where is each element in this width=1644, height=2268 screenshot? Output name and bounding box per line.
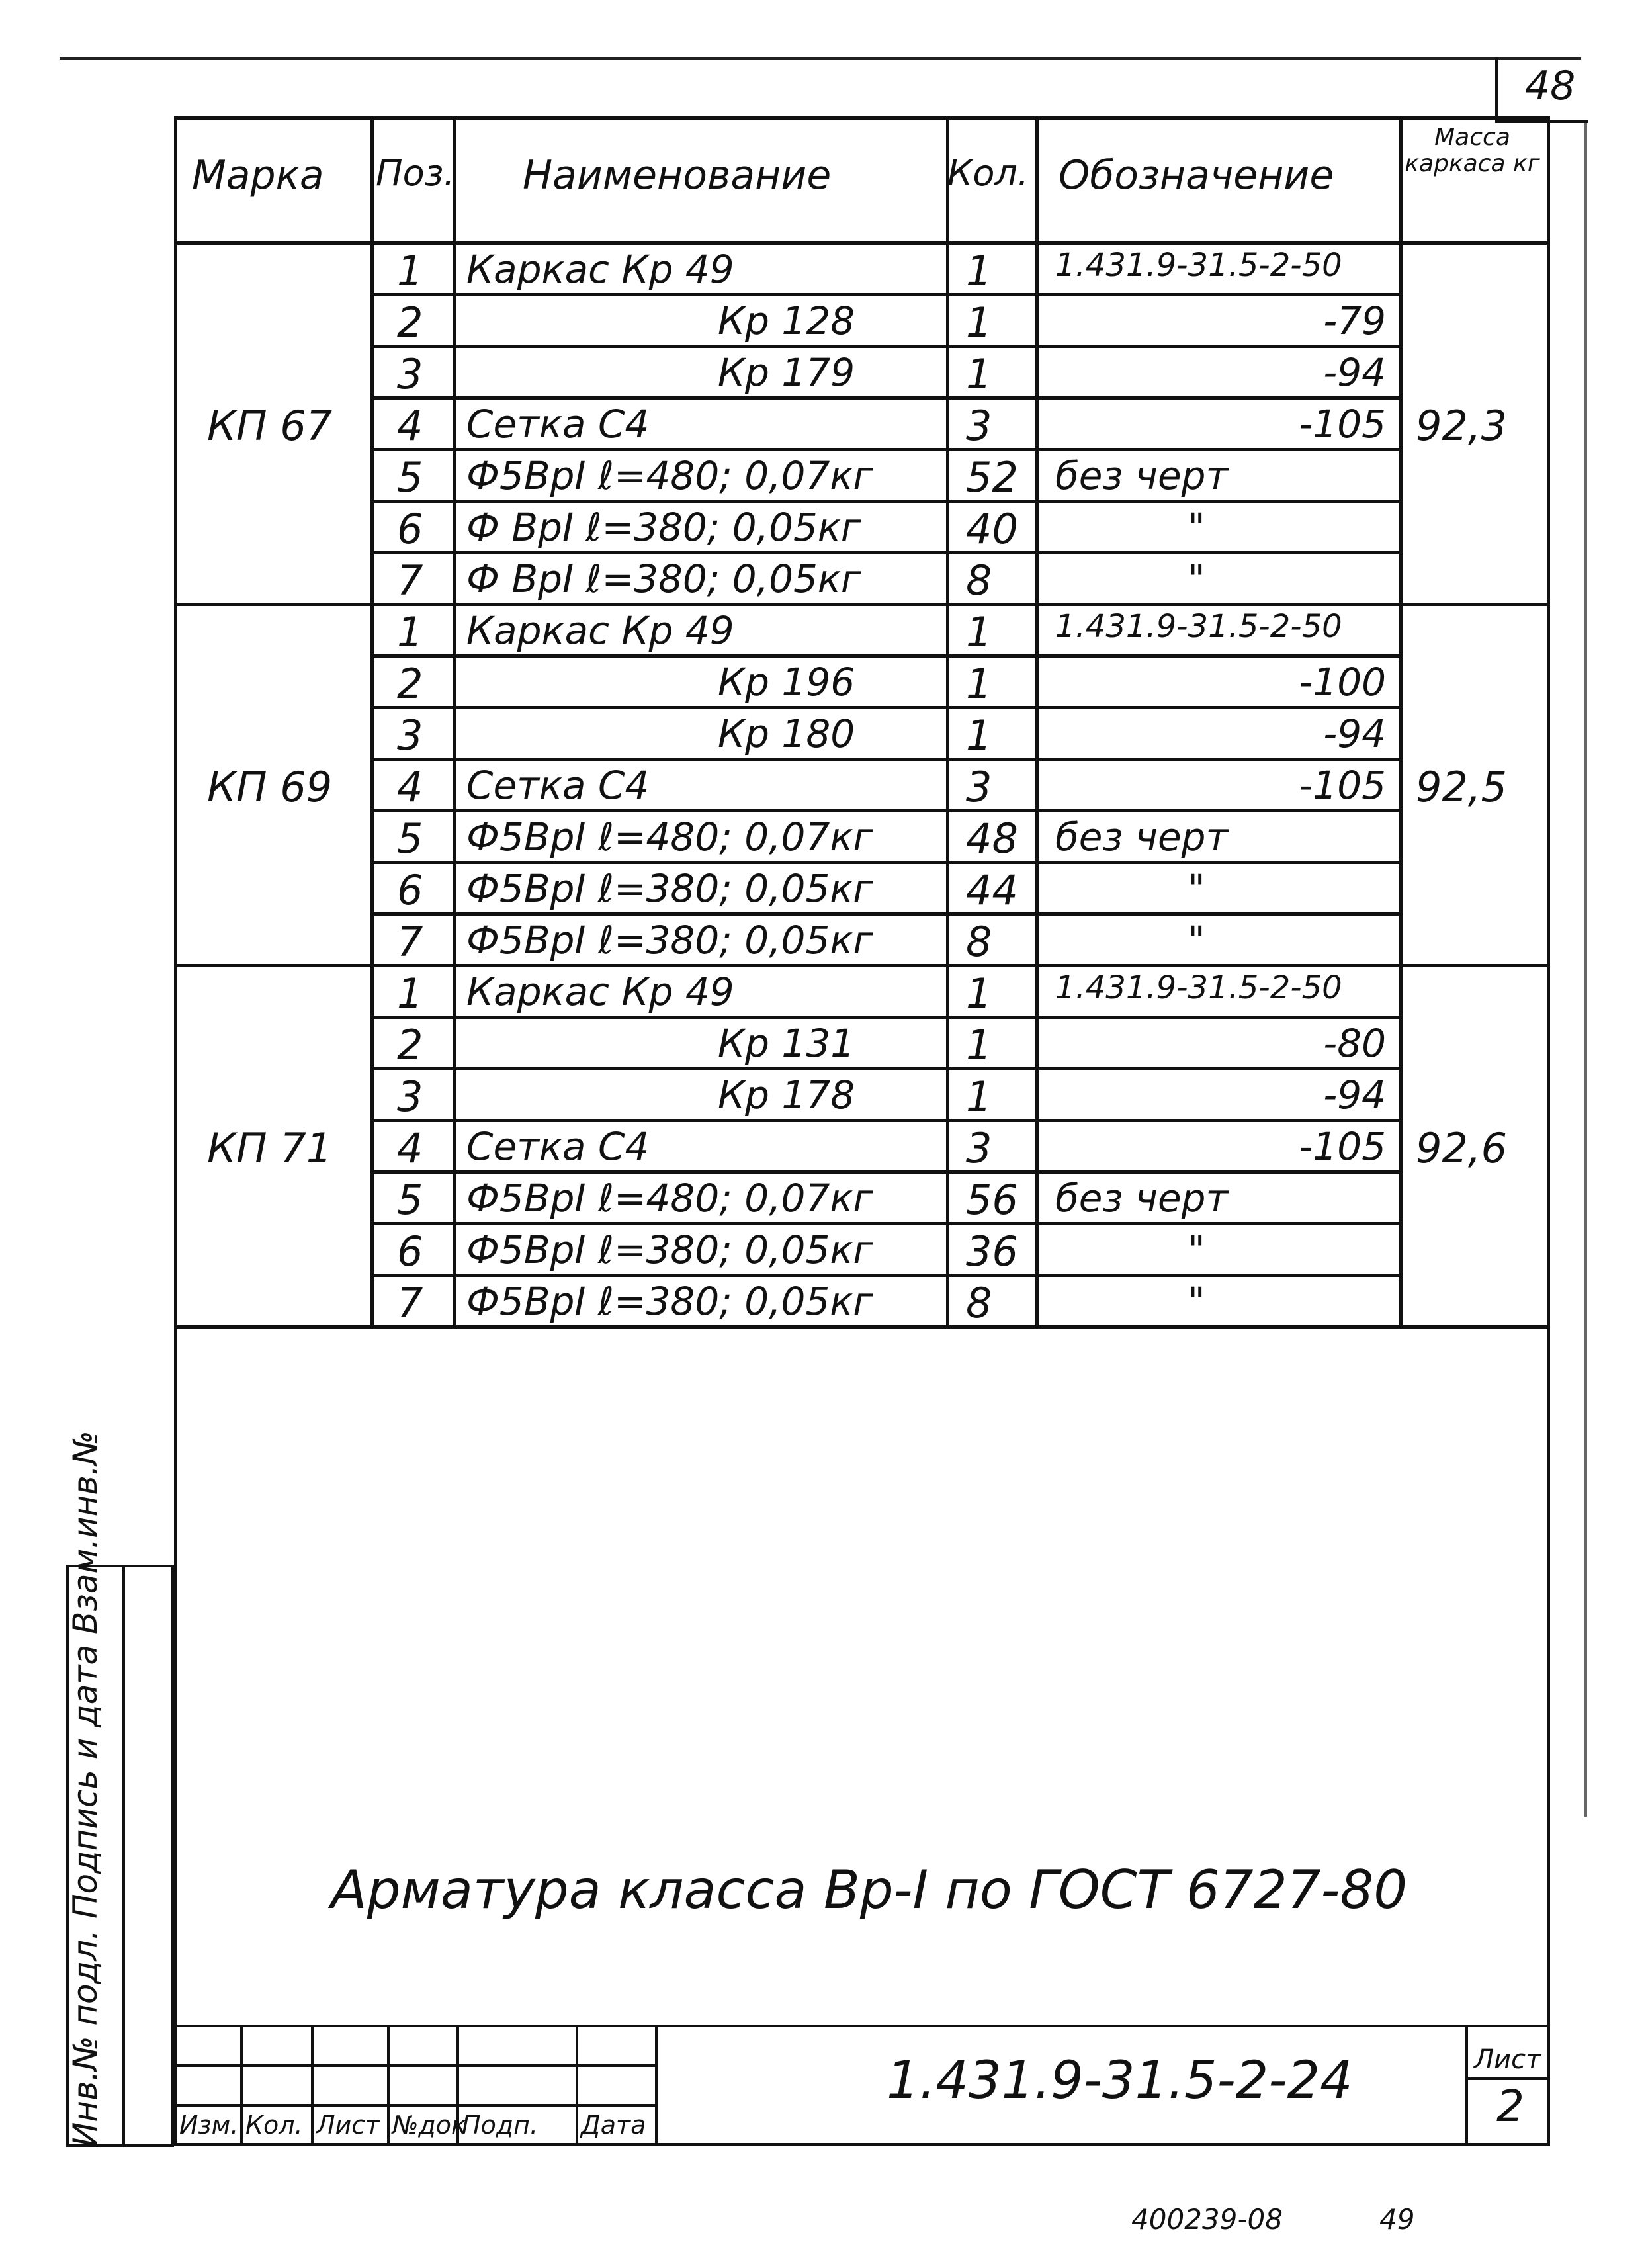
row-name: Кр 179: [718, 350, 855, 395]
title-block-col-line: [655, 2025, 658, 2146]
group-marka: КП 71: [207, 1124, 333, 1172]
row-name: Сетка С4: [466, 402, 650, 447]
grid-hline: [370, 396, 1399, 400]
grid-hline: [370, 1222, 1399, 1225]
row-name: Сетка С4: [466, 1124, 650, 1169]
grid-hline: [370, 1274, 1399, 1277]
row-poz: 2: [397, 660, 423, 708]
row-poz: 5: [397, 453, 423, 502]
row-designation: без черт: [1055, 814, 1229, 859]
row-designation: ": [1188, 1279, 1205, 1324]
row-designation: -105: [1299, 402, 1386, 447]
row-poz: 2: [397, 298, 423, 347]
header-poz: Поз.: [376, 152, 455, 194]
row-designation: 1.431.9-31.5-2-50: [1055, 247, 1342, 284]
title-block-row-line: [174, 2104, 655, 2107]
row-qty: 1: [966, 1072, 992, 1121]
row-name: Ф ВрI ℓ=380; 0,05кг: [466, 556, 861, 601]
row-poz: 3: [397, 1072, 423, 1121]
row-qty: 44: [966, 866, 1018, 914]
grid-hline: [370, 809, 1399, 812]
row-qty: 3: [966, 1124, 992, 1172]
group-mass: 92,6: [1416, 1124, 1508, 1172]
grid-hline: [370, 345, 1399, 348]
row-qty: 1: [966, 608, 992, 656]
grid-hline: [370, 500, 1399, 503]
row-poz: 3: [397, 350, 423, 398]
grid-hline: [370, 1016, 1399, 1019]
title-block-column-label: Лист: [316, 2111, 380, 2140]
title-block-col-line: [576, 2025, 578, 2146]
grid-hline: [370, 912, 1399, 916]
footer-page: 49: [1379, 2203, 1415, 2236]
title-block-sheet-line: [1465, 2077, 1550, 2080]
row-poz: 4: [397, 1124, 423, 1172]
group-marka: КП 67: [207, 402, 333, 450]
row-name: Каркас Кр 49: [466, 969, 734, 1014]
header-qty: Кол.: [947, 152, 1029, 194]
grid-hline: [174, 603, 1550, 606]
row-poz: 4: [397, 763, 423, 811]
grid-vline: [946, 116, 949, 1325]
row-name: Кр 180: [718, 711, 855, 756]
grid-vline: [1035, 116, 1039, 1325]
row-name: Ф5ВрI ℓ=380; 0,05кг: [466, 1227, 873, 1272]
title-block-sheet-divider: [1465, 2025, 1468, 2146]
row-designation: ": [1188, 866, 1205, 911]
group-marka: КП 69: [207, 763, 333, 811]
title-block-column-label: №док: [392, 2111, 466, 2140]
grid-hline: [370, 861, 1399, 864]
title-sheet-label: Лист: [1474, 2044, 1541, 2075]
row-name: Каркас Кр 49: [466, 608, 734, 653]
row-designation: ": [1188, 556, 1205, 601]
title-block-col-line: [311, 2025, 314, 2146]
left-stamp-divider: [122, 1565, 125, 2147]
grid-hline: [370, 654, 1399, 658]
row-name: Ф5ВрI ℓ=480; 0,07кг: [466, 453, 873, 498]
header-designation: Обозначение: [1059, 152, 1334, 198]
row-qty: 1: [966, 247, 992, 295]
row-name: Кр 131: [718, 1021, 855, 1066]
row-name: Кр 196: [718, 660, 855, 705]
title-block-row-line: [174, 2064, 655, 2067]
row-name: Ф5ВрI ℓ=380; 0,05кг: [466, 866, 873, 911]
row-qty: 1: [966, 660, 992, 708]
row-name: Кр 128: [718, 298, 855, 343]
header-name: Наименование: [523, 152, 832, 198]
row-qty: 52: [966, 453, 1018, 502]
row-designation: -79: [1323, 298, 1386, 343]
header-marka: Марка: [192, 152, 324, 198]
row-poz: 1: [397, 969, 423, 1018]
row-name: Ф ВрI ℓ=380; 0,05кг: [466, 505, 861, 550]
row-poz: 2: [397, 1021, 423, 1069]
row-designation: -105: [1299, 763, 1386, 808]
row-qty: 8: [966, 1279, 992, 1327]
row-qty: 1: [966, 350, 992, 398]
row-poz: 7: [397, 1279, 423, 1327]
row-poz: 6: [397, 505, 423, 553]
left-stamp-text: Инв.№ подл. Подпись и дата Взам.инв.№: [66, 1430, 105, 2147]
row-designation: -80: [1323, 1021, 1386, 1066]
group-mass: 92,3: [1416, 402, 1508, 450]
row-designation: без черт: [1055, 1176, 1229, 1221]
grid-hline: [370, 758, 1399, 761]
row-poz: 7: [397, 556, 423, 605]
row-designation: ": [1188, 1227, 1205, 1272]
row-designation: -100: [1299, 660, 1386, 705]
grid-hline: [370, 1170, 1399, 1174]
row-name: Сетка С4: [466, 763, 650, 808]
row-qty: 36: [966, 1227, 1018, 1276]
row-name: Ф5ВрI ℓ=480; 0,07кг: [466, 814, 873, 859]
row-designation: -94: [1323, 711, 1386, 756]
row-poz: 7: [397, 918, 423, 966]
row-designation: 1.431.9-31.5-2-50: [1055, 608, 1342, 645]
row-qty: 3: [966, 763, 992, 811]
row-poz: 6: [397, 1227, 423, 1276]
title-doc-code: 1.431.9-31.5-2-24: [887, 2051, 1353, 2111]
title-block-top: [174, 2025, 1550, 2027]
row-name: Ф5ВрI ℓ=480; 0,07кг: [466, 1176, 873, 1221]
grid-hline: [370, 1067, 1399, 1070]
row-qty: 40: [966, 505, 1018, 553]
grid-hline: [370, 293, 1399, 296]
row-name: Каркас Кр 49: [466, 247, 734, 292]
row-designation: 1.431.9-31.5-2-50: [1055, 969, 1342, 1006]
title-block-column-label: Дата: [581, 2111, 646, 2140]
row-name: Кр 178: [718, 1072, 855, 1117]
title-block-col-line: [387, 2025, 390, 2146]
note-text: Арматура класса Вр-I по ГОСТ 6727-80: [331, 1859, 1408, 1921]
grid-hline: [370, 551, 1399, 554]
row-qty: 3: [966, 402, 992, 450]
row-designation: -94: [1323, 1072, 1386, 1117]
sheet-number: 48: [1525, 63, 1576, 109]
top-border-line: [60, 57, 1581, 60]
row-poz: 3: [397, 711, 423, 760]
row-designation: без черт: [1055, 453, 1229, 498]
row-qty: 1: [966, 969, 992, 1018]
right-margin-line: [1584, 123, 1587, 1817]
row-qty: 1: [966, 1021, 992, 1069]
row-poz: 5: [397, 814, 423, 863]
row-designation: -94: [1323, 350, 1386, 395]
grid-hline: [174, 964, 1550, 967]
title-sheet-value: 2: [1496, 2081, 1524, 2132]
group-mass: 92,5: [1416, 763, 1508, 811]
grid-hline: [370, 706, 1399, 709]
row-qty: 8: [966, 556, 992, 605]
row-qty: 8: [966, 918, 992, 966]
grid-hline: [370, 1119, 1399, 1122]
row-qty: 1: [966, 711, 992, 760]
header-mass: Масса каркаса кг: [1405, 124, 1540, 177]
grid-vline: [453, 116, 456, 1325]
row-name: Ф5ВрI ℓ=380; 0,05кг: [466, 918, 873, 963]
row-designation: ": [1188, 918, 1205, 963]
row-poz: 4: [397, 402, 423, 450]
title-block-column-label: Изм.: [179, 2111, 239, 2140]
footer-code: 400239-08: [1131, 2203, 1283, 2236]
row-poz: 1: [397, 608, 423, 656]
row-poz: 1: [397, 247, 423, 295]
title-block-column-label: Кол.: [245, 2111, 303, 2140]
title-block-column-label: Подп.: [462, 2111, 539, 2140]
row-designation: -105: [1299, 1124, 1386, 1169]
grid-hline: [174, 241, 1550, 245]
row-designation: ": [1188, 505, 1205, 550]
row-qty: 1: [966, 298, 992, 347]
grid-hline: [174, 1325, 1550, 1329]
row-qty: 56: [966, 1176, 1018, 1224]
row-qty: 48: [966, 814, 1018, 863]
grid-vline: [370, 116, 374, 1325]
row-name: Ф5ВрI ℓ=380; 0,05кг: [466, 1279, 873, 1324]
row-poz: 6: [397, 866, 423, 914]
grid-hline: [370, 448, 1399, 451]
grid-vline: [1399, 116, 1403, 1325]
title-block-col-line: [240, 2025, 243, 2146]
row-poz: 5: [397, 1176, 423, 1224]
